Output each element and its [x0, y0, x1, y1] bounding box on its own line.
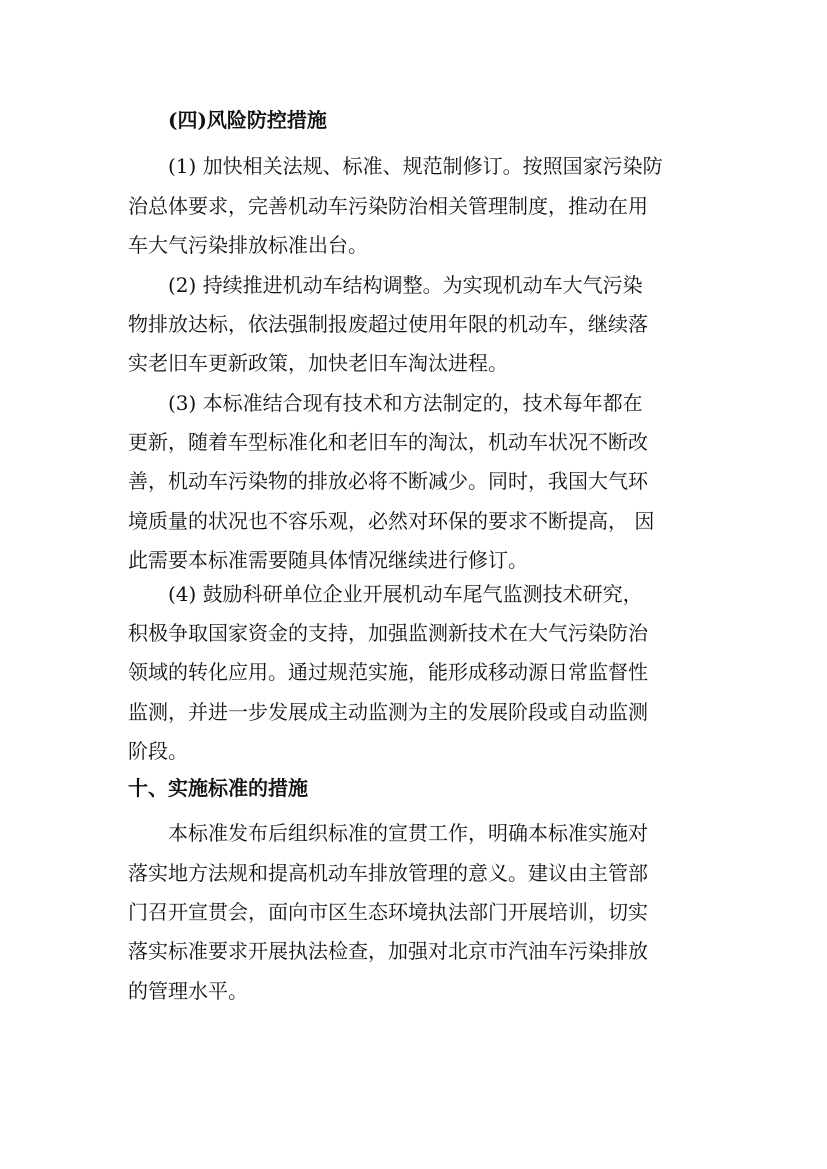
paragraph-line: 物排放达标，依法强制报废超过使用年限的机动车，继续落: [128, 312, 648, 336]
subsection-title: (四)风险防控措施: [168, 108, 327, 132]
paragraph-line: 领域的转化应用。通过规范实施，能形成移动源日常监督性: [128, 660, 648, 684]
paragraph-line: 更新，随着车型标准化和老旧车的淘汰，机动车状况不断改: [128, 430, 648, 454]
paragraph-line: 车大气污染排放标准出台。: [128, 233, 368, 257]
paragraph-line: (1) 加快相关法规、标准、规范制修订。按照国家污染防: [168, 154, 663, 178]
paragraph-line: (3) 本标准结合现有技术和方法制定的，技术每年都在: [168, 391, 643, 415]
paragraph-line: (2) 持续推进机动车结构调整。为实现机动车大气污染: [168, 273, 643, 297]
paragraph-line: 的管理水平。: [128, 979, 248, 1003]
paragraph-line: 本标准发布后组织标准的宣贯工作，明确本标准实施对: [168, 821, 648, 845]
paragraph-line: 治总体要求，完善机动车污染防治相关管理制度，推动在用: [128, 194, 648, 218]
paragraph-line: 实老旧车更新政策，加快老旧车淘汰进程。: [128, 351, 508, 375]
section-title: 十、实施标准的措施: [128, 776, 308, 800]
paragraph-line: 积极争取国家资金的支持，加强监测新技术在大气污染防治: [128, 621, 648, 645]
paragraph-line: (4) 鼓励科研单位企业开展机动车尾气监测技术研究，: [168, 582, 643, 606]
paragraph-line: 落实标准要求开展执法检查，加强对北京市汽油车污染排放: [128, 939, 648, 963]
paragraph-line: 落实地方法规和提高机动车排放管理的意义。建议由主管部: [128, 861, 648, 885]
paragraph-line: 阶段。: [128, 739, 188, 763]
paragraph-line: 监测，并进一步发展成主动监测为主的发展阶段或自动监测: [128, 700, 648, 724]
paragraph-line: 善，机动车污染物的排放必将不断减少。同时，我国大气环: [128, 469, 648, 493]
paragraph-line: 境质量的状况也不容乐观，必然对环保的要求不断提高， 因: [128, 509, 655, 533]
paragraph-line: 此需要本标准需要随具体情况继续进行修订。: [128, 548, 528, 572]
paragraph-line: 门召开宣贯会，面向市区生态环境执法部门开展培训，切实: [128, 900, 648, 924]
